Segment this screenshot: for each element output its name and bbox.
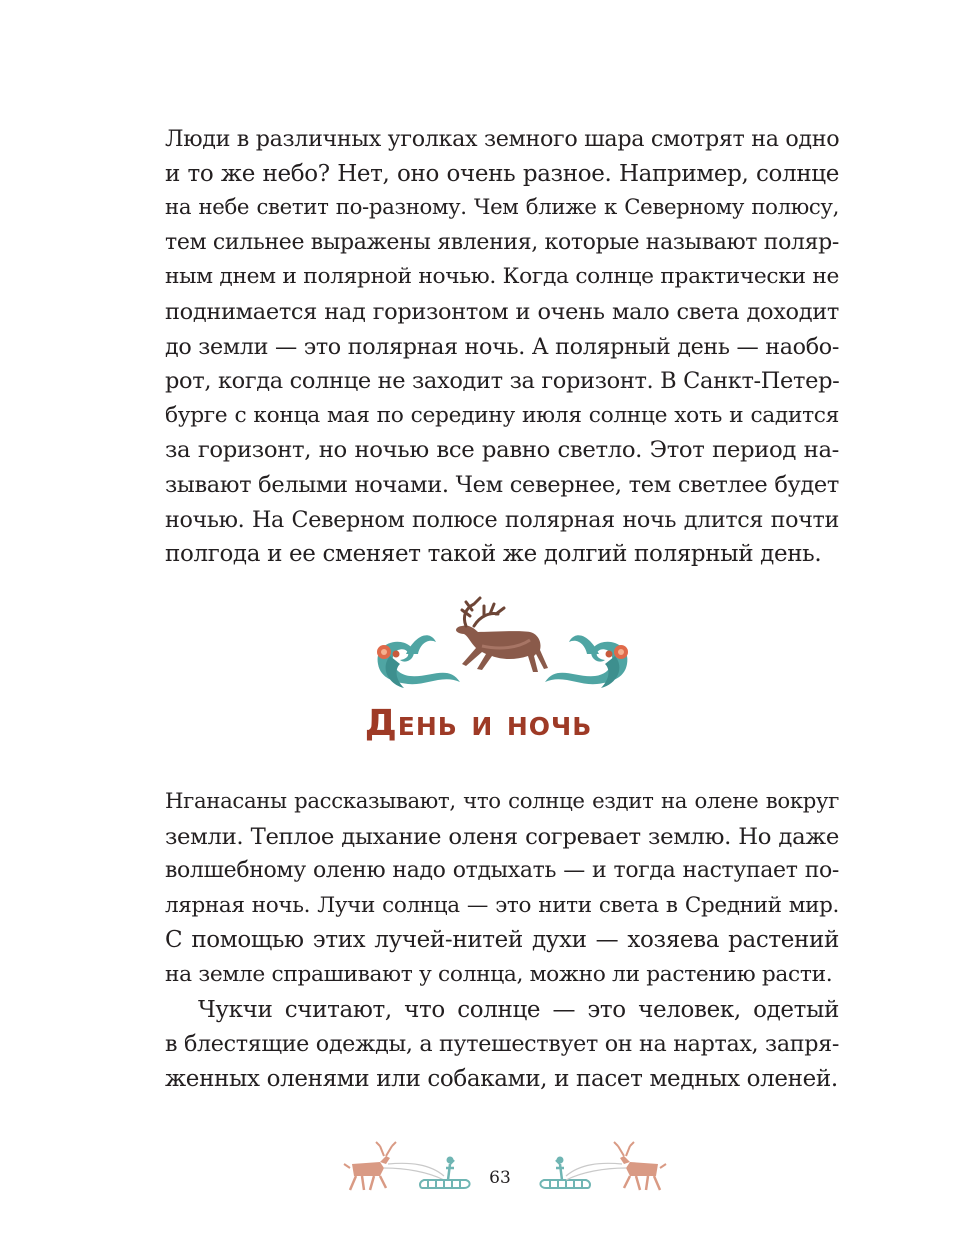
text-line: бурге с конца мая по середину июля солнце хоть и садится xyxy=(165,402,839,428)
text-line: Нганасаны рассказывают, что солнце ездит на олене вокруг xyxy=(165,789,839,814)
text-line: Чукчи считают, что солнце — это человек, одетый xyxy=(198,996,839,1023)
text-line: поднимается над горизонтом и очень мало света доходит xyxy=(165,298,839,325)
left-swirl-icon xyxy=(377,635,460,688)
page-number: 63 xyxy=(489,1168,511,1188)
text-line: на земле спрашивают у солнца, можно ли растению расти. xyxy=(165,961,833,987)
text-line: в блестящие одежды, а путешествует он на нартах, запря- xyxy=(165,1031,839,1058)
right-swirl-icon xyxy=(545,635,628,688)
reindeer-ornament-icon xyxy=(370,594,635,694)
paragraph-legends xyxy=(165,785,839,1096)
footer-deer-right-icon xyxy=(614,1142,666,1190)
footer-deer-left-icon xyxy=(344,1142,396,1190)
text-line: и то же небо? Нет, оно очень разное. Например, солнце xyxy=(165,160,839,187)
text-line: до земли — это полярная ночь. А полярный день — наобо- xyxy=(165,333,839,360)
text-line: Люди в различных уголках земного шара смотрят на одно xyxy=(165,126,840,152)
footer-sled-left-icon xyxy=(420,1158,470,1189)
text-line: зывают белыми ночами. Чем севернее, тем светлее будет xyxy=(165,471,839,498)
text-line: С помощью этих лучей-нитей духи — хозяева растений xyxy=(165,927,839,954)
footer-sled-right-icon xyxy=(540,1158,590,1189)
section-heading: День и ночь xyxy=(364,703,593,744)
text-line: за горизонт, но ночью все равно светло. Этот период на- xyxy=(165,437,839,464)
paragraph-polar-day-night xyxy=(165,122,839,572)
text-line: ным днем и полярной ночью. Когда солнце практически не xyxy=(165,264,839,290)
text-line: ночью. На Северном полюсе полярная ночь длится почти xyxy=(165,506,839,533)
text-line: на небе светит по-разному. Чем ближе к Северному полюсу, xyxy=(165,195,839,221)
text-line: волшебному оленю надо отдыхать — и тогда наступает по- xyxy=(165,858,839,884)
reindeer-icon xyxy=(456,598,548,672)
text-line: тем сильнее выражены явления, которые называют поляр- xyxy=(165,229,839,255)
text-line: женных оленями или собаками, и пасет медных оленей. xyxy=(165,1065,838,1092)
text-line: лярная ночь. Лучи солнца — это нити света в Средний мир. xyxy=(165,892,839,918)
text-line: полгода и ее сменяет такой же долгий полярный день. xyxy=(165,541,822,568)
text-line: земли. Теплое дыхание оленя согревает землю. Но даже xyxy=(165,823,839,850)
text-line: рот, когда солнце не заходит за горизонт. В Санкт-Петер- xyxy=(165,368,840,395)
